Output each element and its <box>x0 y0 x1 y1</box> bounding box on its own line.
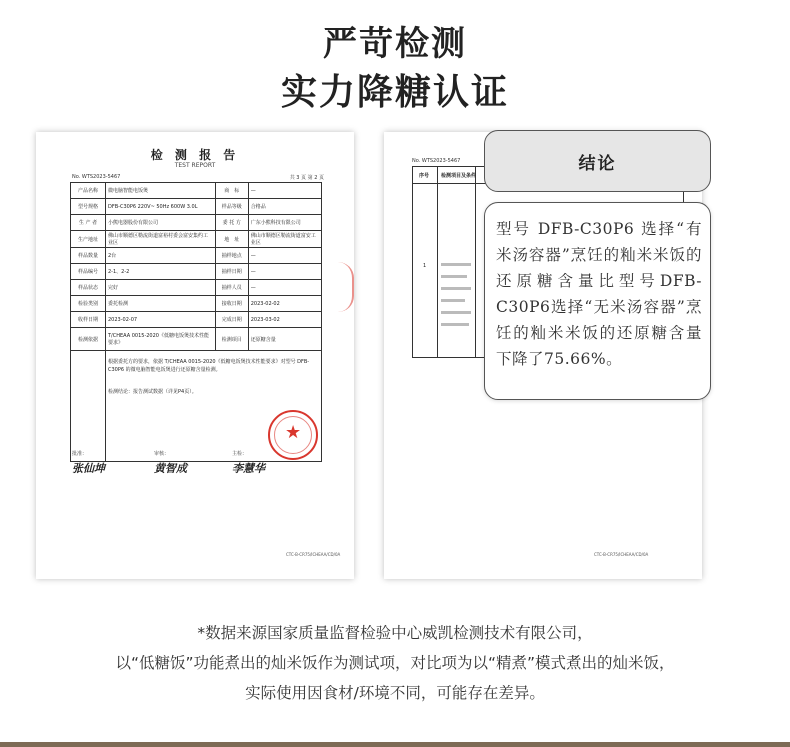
table-cell: 商 标 <box>215 183 248 199</box>
report-footer-code: CTC-B-CR75/ICHEAA/CD/0A <box>286 552 341 557</box>
table-column <box>413 167 438 357</box>
conclusion-body-text: 型号 DFB-C30P6 选择“有米汤容器”烹饪的籼米米饭的还原糖含量比型号DFB-C30P6选择“无米汤容器”烹饪的籼米米饭的还原糖含量下降了75.66%。 <box>496 220 702 368</box>
table-cell: 佛山市顺德区勒流街道富安工业区 <box>248 231 321 248</box>
table-cell: 还原糖含量 <box>248 328 321 351</box>
table-cell: 检测项目 <box>215 328 248 351</box>
table-cell: 样品编号 <box>71 264 106 280</box>
table-cell: — <box>248 264 321 280</box>
text-line <box>441 287 471 290</box>
official-seal <box>268 410 318 460</box>
table-cell: 检测依据 <box>71 328 106 351</box>
table-row <box>71 280 322 296</box>
table-cell: — <box>248 183 321 199</box>
text-line <box>441 275 467 278</box>
table-row <box>71 328 322 351</box>
table-cell: 接收日期 <box>215 296 248 312</box>
table-cell: 广东小熊科技有限公司 <box>248 215 321 231</box>
row-index: 1 <box>423 263 427 269</box>
table-cell: 抽样地点 <box>215 248 248 264</box>
test-report-page <box>36 132 354 579</box>
sign-label-review: 审核： <box>154 451 170 457</box>
table-cell: 2023-02-07 <box>106 312 216 328</box>
table-cell: 2-1、2-2 <box>106 264 216 280</box>
table-row <box>71 248 322 264</box>
report-conclusion-text: 根据委托方的要求，依据 T/CHEAA 0015-2020《低糖电饭煲技术性能要求》对型号 DFB-C30P6 的微电脑智能电饭煲进行还原糖含量检测。 <box>108 359 310 373</box>
footnote-line-2: 以“低糖饭”功能煮出的灿米饭作为测试项，对比项为以“精煮”模式煮出的灿米饭， <box>115 654 675 672</box>
table-cell: 检验类别 <box>71 296 106 312</box>
table-column <box>437 167 476 357</box>
table-cell: 完好 <box>106 280 216 296</box>
column-header: 检测项目及条件 <box>441 173 477 179</box>
table-cell: 抽样人员 <box>215 280 248 296</box>
table-cell: 完成日期 <box>215 312 248 328</box>
conclusion-body-box <box>484 202 711 400</box>
table-cell: 小熊电器股份有限公司 <box>106 215 216 231</box>
signature-review: 黄智成 <box>154 462 187 475</box>
table-cell: 微电脑智能电饭煲 <box>106 183 216 199</box>
report-page-label: 共 3 页 第 2 页 <box>289 175 324 181</box>
table-cell: 样品数量 <box>71 248 106 264</box>
text-line <box>441 323 469 326</box>
table-cell: 2台 <box>106 248 216 264</box>
table-cell <box>71 351 106 462</box>
report-number: No. WTS2023-5467 <box>412 158 461 164</box>
column-header: 序号 <box>419 173 430 179</box>
table-cell: 收样日期 <box>71 312 106 328</box>
signature-inspect: 李慧华 <box>232 462 265 475</box>
table-row <box>71 312 322 328</box>
table-cell: 产品名称 <box>71 183 106 199</box>
bottom-divider <box>0 742 790 747</box>
footnote-line-1: *数据来源国家质量监督检验中心威凯检测技术有限公司， <box>197 624 593 642</box>
table-cell: 样品等级 <box>215 199 248 215</box>
text-line <box>441 311 471 314</box>
table-cell: 抽样日期 <box>215 264 248 280</box>
table-cell: 地 址 <box>215 231 248 248</box>
table-cell: 佛山市顺德区勒流街道富裕村委会富安集约工业区 <box>106 231 216 248</box>
report-title: 检 测 报 告 <box>150 148 240 162</box>
table-row <box>71 183 322 199</box>
table-row <box>71 199 322 215</box>
conclusion-heading: 结论 <box>578 154 617 174</box>
report-footer-code: CTC-B-CR75/ICHEAA/CD/0A <box>594 552 649 557</box>
seal-star-icon: ★ <box>285 422 302 443</box>
table-cell: 2023-03-02 <box>248 312 321 328</box>
table-cell: 型号规格 <box>71 199 106 215</box>
report-number: No. WTS2023-5467 <box>72 174 121 180</box>
table-cell: — <box>248 280 321 296</box>
report-subtitle: TEST REPORT <box>174 162 216 169</box>
table-cell: T/CHEAA 0015-2020《低糖电饭煲技术性能要求》 <box>106 328 216 351</box>
text-line <box>441 263 471 266</box>
table-row <box>71 264 322 280</box>
text-line <box>441 299 465 302</box>
table-cell: 合格品 <box>248 199 321 215</box>
table-cell: 2023-02-02 <box>248 296 321 312</box>
page-title-line2: 实力降糖认证 <box>280 72 509 113</box>
table-cell: DFB-C30P6 220V~ 50Hz 600W 3.0L <box>106 199 216 215</box>
signature-approve: 张仙坤 <box>72 462 105 475</box>
table-cell: 样品状态 <box>71 280 106 296</box>
table-cell: — <box>248 248 321 264</box>
table-cell: 委托检测 <box>106 296 216 312</box>
table-cell: 生 产 者 <box>71 215 106 231</box>
table-row <box>71 296 322 312</box>
table-cell: 委 托 方 <box>215 215 248 231</box>
sign-label-inspect: 主检： <box>232 451 248 457</box>
edge-seal-mark <box>338 262 354 312</box>
conclusion-heading-box <box>484 130 711 192</box>
page-title-line1: 严苛检测 <box>323 24 467 64</box>
table-cell: 生产地址 <box>71 231 106 248</box>
report-remark: 检测结论：报告测试数据（详见P4页）。 <box>108 389 197 395</box>
table-row <box>71 215 322 231</box>
table-row <box>71 231 322 248</box>
sign-label-approve: 批准： <box>72 451 88 457</box>
footnote-line-3: 实际使用因食材/环境不同，可能存在差异。 <box>245 684 545 702</box>
